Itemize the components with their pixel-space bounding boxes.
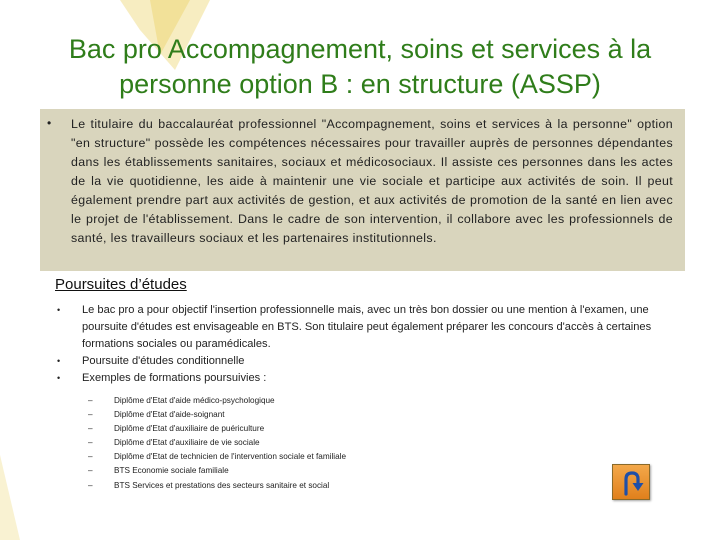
bullet-marker: • <box>57 305 61 315</box>
dash-marker: – <box>88 424 93 434</box>
slide-title: Bac pro Accompagnement, soins et services à la personne option B : en structure (ASSP) <box>68 34 652 99</box>
list-item-text: BTS Economie sociale familiale <box>114 466 229 476</box>
list-item-text: BTS Services et prestations des secteurs sanitaire et social <box>114 480 330 490</box>
list-item-text: Diplôme d'Etat de technicien de l'intervention sociale et familiale <box>114 452 347 462</box>
list-item <box>88 450 508 464</box>
return-button[interactable] <box>612 464 650 500</box>
list-item-text: Diplôme d'Etat d'auxiliaire de puériculture <box>114 424 265 434</box>
list-item <box>88 408 508 422</box>
intro-bullet: • <box>47 116 52 130</box>
list-item <box>88 464 508 478</box>
list-item <box>88 422 508 436</box>
list-item <box>57 370 667 387</box>
list-item-text: Diplôme d'Etat d'aide médico-psychologique <box>114 396 275 405</box>
dash-marker: – <box>88 480 93 490</box>
list-item-text: Le bac pro a pour objectif l'insertion professionnelle mais, avec un très bon dossier ou une mention à l'examen, une poursuite d'études est envisageable en BTS. Son titulaire peut également préparer les concours d'accès à certaines formations sociales ou paramédicales. <box>82 304 652 350</box>
list-item <box>88 394 508 408</box>
dash-marker: – <box>88 452 93 462</box>
bullet-list <box>57 302 667 387</box>
section-heading: Poursuites d’études <box>55 276 187 293</box>
intro-paragraph: Le titulaire du baccalauréat professionnel "Accompagnement, soins et services à la personne" option "en structure" possède les compétences nécessaires pour travailler auprès de personnes dépendantes dans les établissements sanitaires, sociaux et médicosociaux. Il assiste ces personnes dans les actes de la vie quotidienne, les aide à maintenir une vie sociale et participe aux activités de soin. Il peut également prendre part aux activités de gestion, et aux activités de promotion de la santé en lien avec le projet de l'établissement. Dans le cadre de son intervention, il collabore avec les professionnels de santé, les travailleurs sociaux et les partenaires institutionnels. <box>71 117 673 245</box>
list-item <box>57 302 667 353</box>
list-item-text: Exemples de formations poursuivies : <box>82 372 267 384</box>
bullet-marker: • <box>57 356 61 366</box>
list-item <box>88 479 508 493</box>
dash-marker: – <box>88 396 93 405</box>
dash-marker: – <box>88 410 93 420</box>
dash-marker: – <box>88 466 93 476</box>
bullet-marker: • <box>57 373 61 383</box>
u-turn-arrow-icon <box>617 468 647 498</box>
dash-marker: – <box>88 438 93 448</box>
formation-list <box>88 394 508 493</box>
list-item <box>57 353 667 370</box>
list-item <box>88 436 508 450</box>
list-item-text: Poursuite d'études conditionnelle <box>82 355 245 367</box>
list-item-text: Diplôme d'Etat d'aide-soignant <box>114 410 225 420</box>
list-item-text: Diplôme d'Etat d'auxiliaire de vie sociale <box>114 438 260 448</box>
